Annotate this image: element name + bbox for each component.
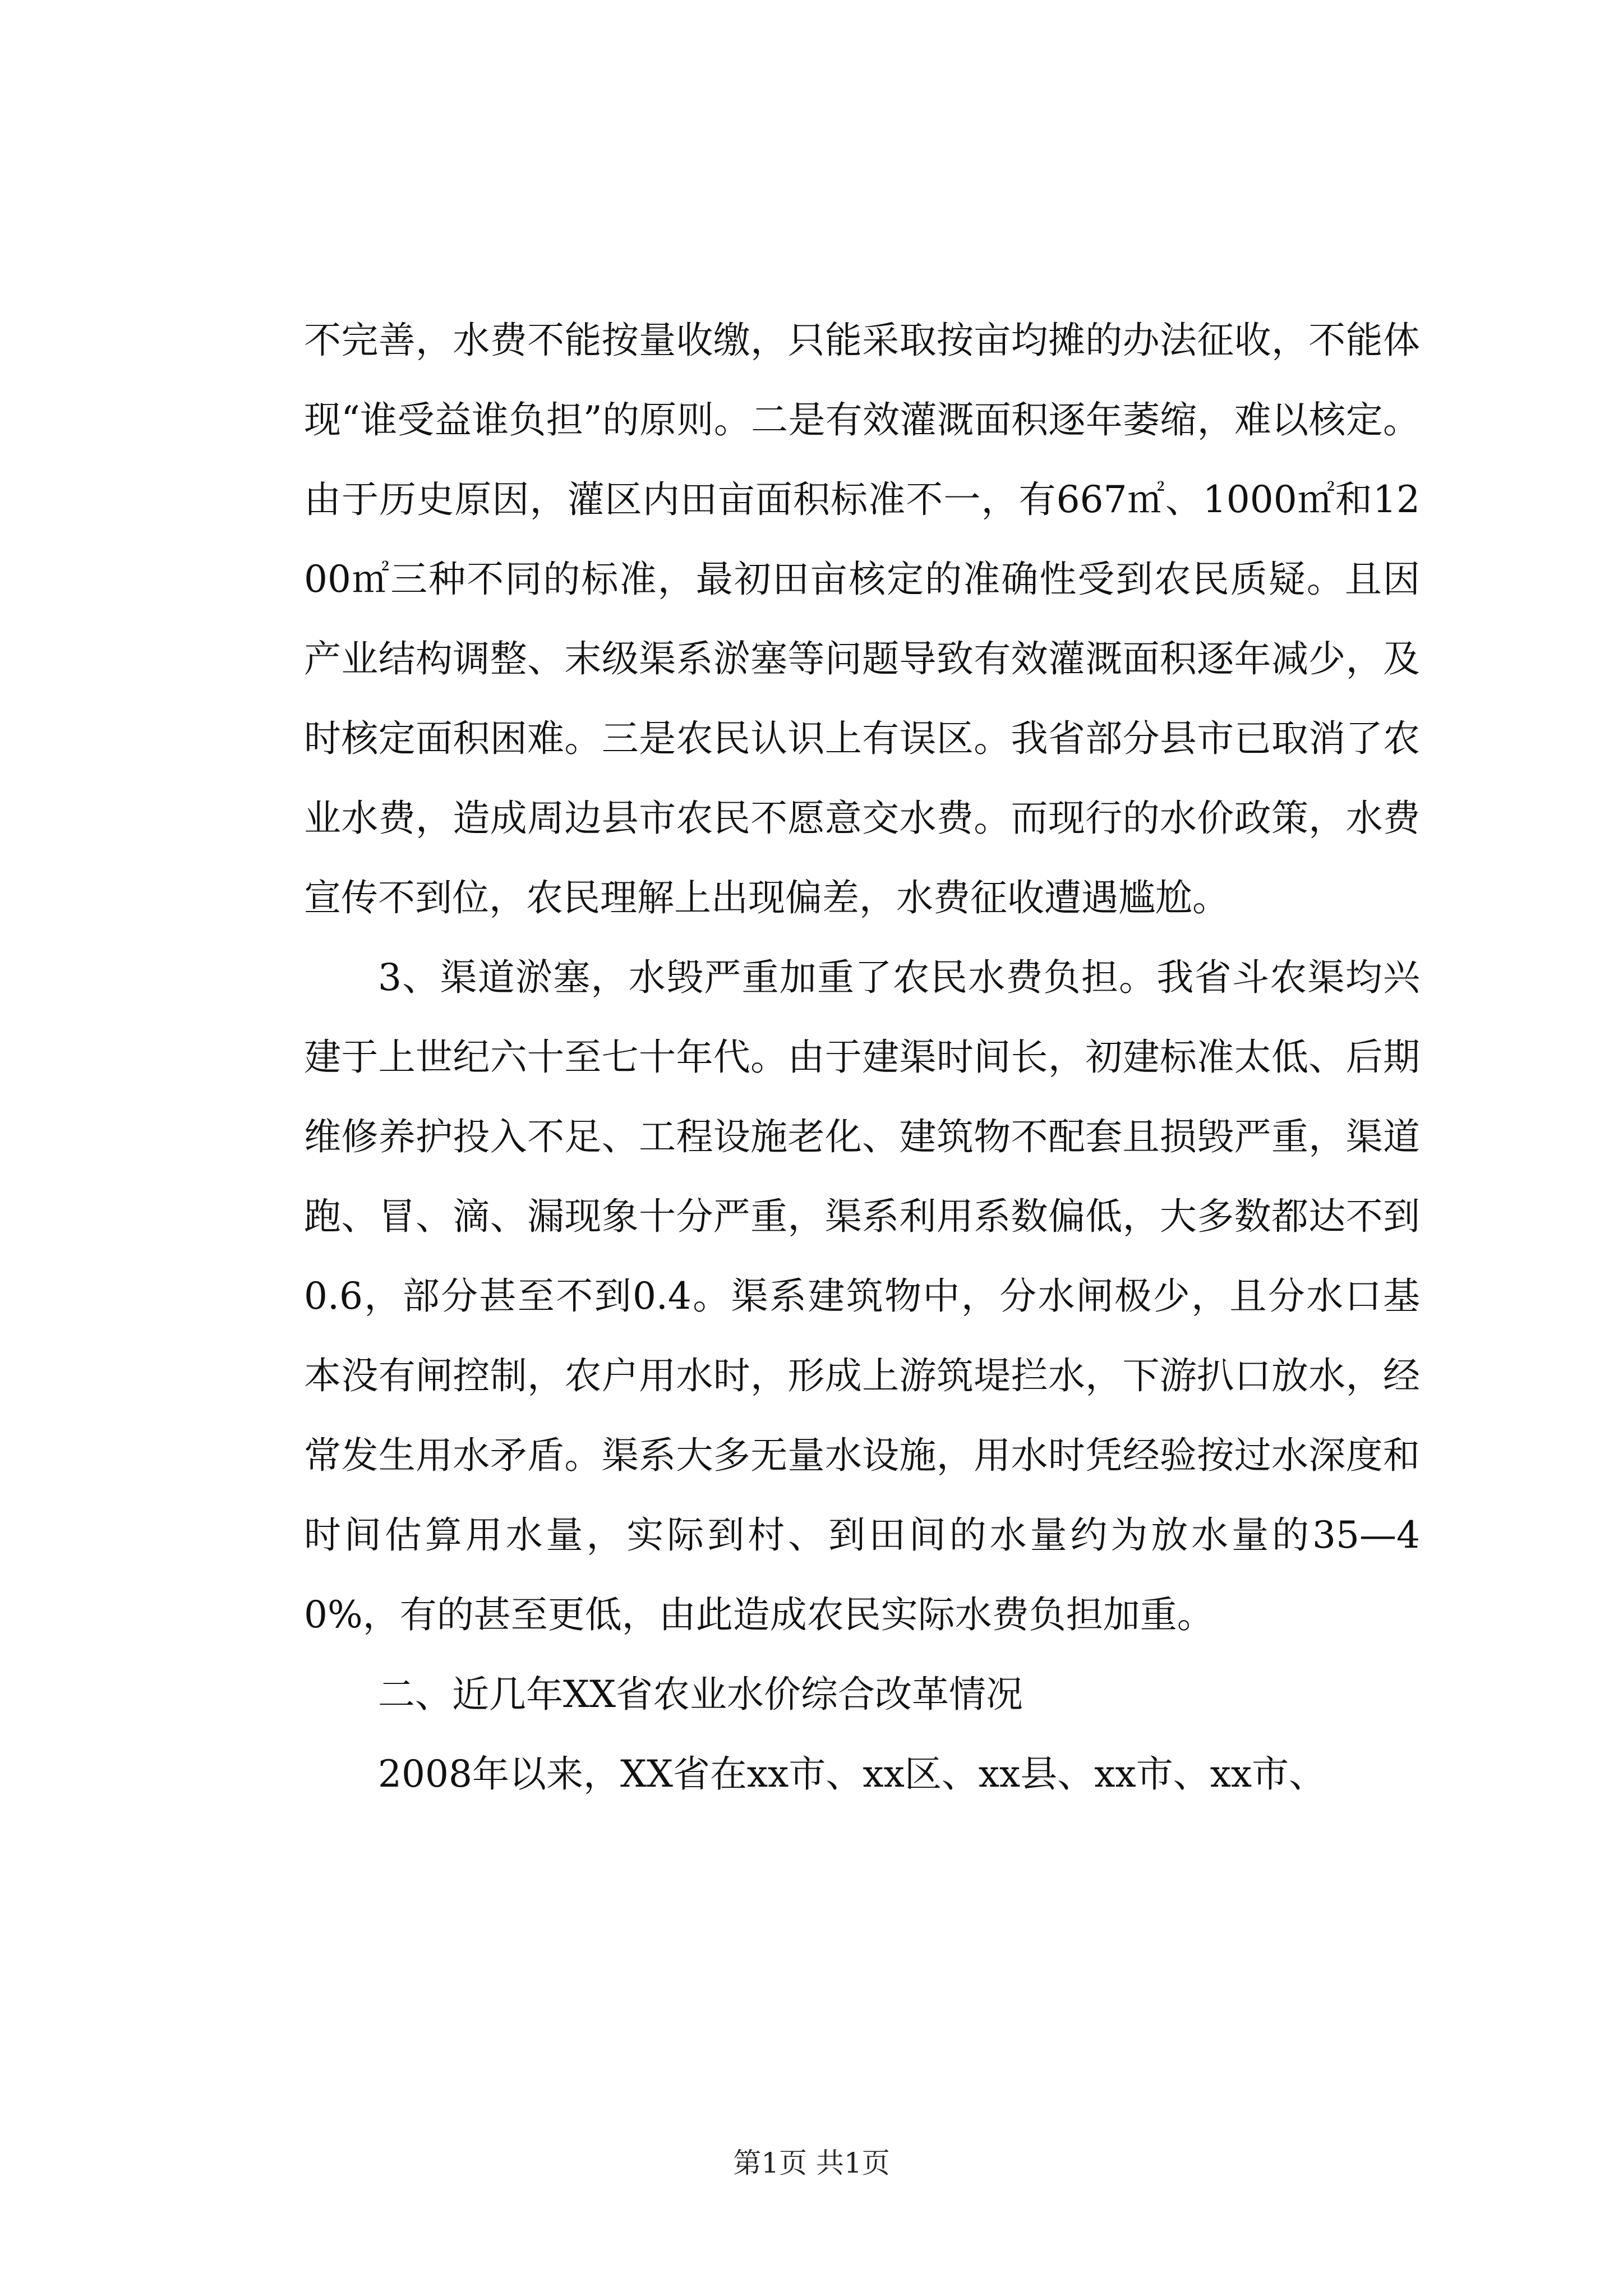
paragraph-point-3: 3、渠道淤塞，水毁严重加重了农民水费负担。我省斗农渠均兴建于上世纪六十至七十年代。由于建渠时间长，初建标准太低、后期维修养护投入不足、工程设施老化、建筑物不配套且损毁严重，渠道跑、冒、滴、漏现象十分严重，渠系利用系数偏低，大多数都达不到0.6，部分甚至不到0.4。渠系建筑物中，分水闸极少，且分水口基本没有闸控制，农户用水时，形成上游筑堤拦水，下游扒口放水，经常发生用水矛盾。渠系大多无量水设施，用水时凭经验按过水深度和时间估算用水量，实际到村、到田间的水量约为放水量的35—40%，有的甚至更低，由此造成农民实际水费负担加重。 [304,956,1420,1636]
page-number-label: 第1页 共1页 [733,2147,890,2179]
section-heading-2: 二、近几年XX省农业水价综合改革情况 [378,1673,1023,1716]
document-body [304,301,1420,1814]
paragraph-section-2-intro: 2008年以来，XX省在xx市、xx区、xx县、xx市、xx市、 [378,1752,1326,1796]
page-footer [0,2146,1623,2180]
paragraph-continuation: 不完善，水费不能按量收缴，只能采取按亩均摊的办法征收，不能体现“谁受益谁负担”的原则。二是有效灌溉面积逐年萎缩，难以核定。由于历史原因，灌区内田亩面积标准不一，有667㎡、1000㎡和1200㎡三种不同的标准，最初田亩核定的准确性受到农民质疑。且因产业结构调整、末级渠系淤塞等问题导致有效灌溉面积逐年减少，及时核定面积困难。三是农民认识上有误区。我省部分县市已取消了农业水费，造成周边县市农民不愿意交水费。而现行的水价政策，水费宣传不到位，农民理解上出现偏差，水费征收遭遇尴尬。 [304,319,1420,919]
